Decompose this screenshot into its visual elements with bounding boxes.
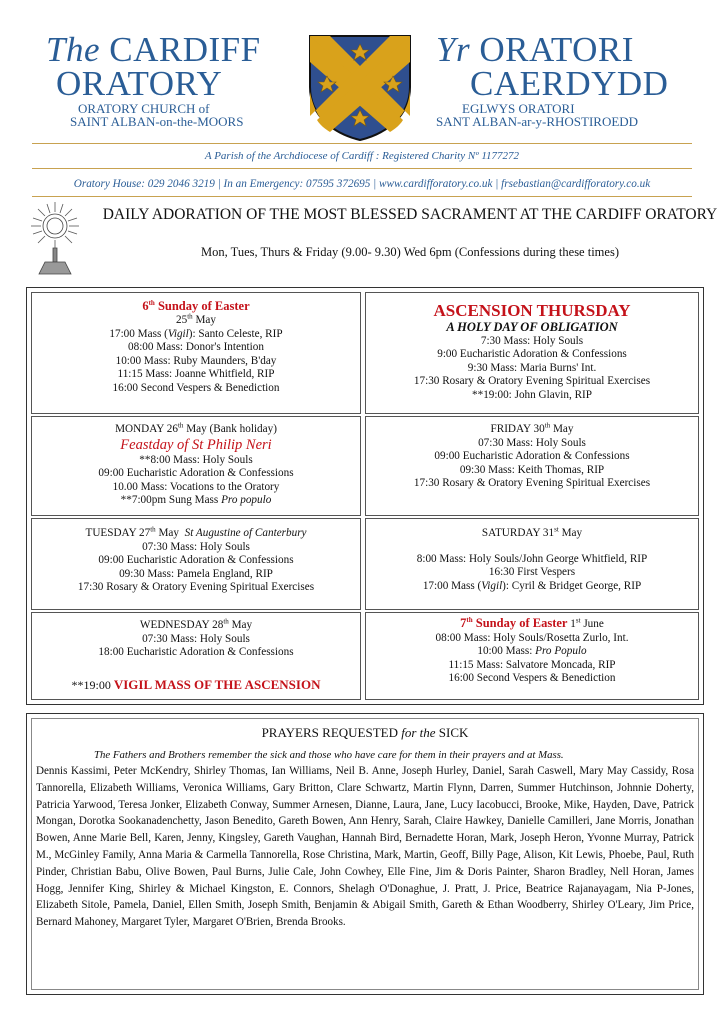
list-item: 17:30 Rosary & Oratory Evening Spiritual Exercises — [413, 375, 651, 388]
schedule-cell-ascension-thursday — [365, 292, 699, 414]
contact-line[interactable]: Oratory House: 029 2046 3219 | In an Emergency: 07595 372695 | www.cardifforatory.co.uk | frsebastian@cardifforatory.co.uk — [73, 178, 651, 190]
list-item: 09:00 Eucharistic Adoration & Confessions — [434, 450, 630, 463]
church-name-english-line1: ORATORY CHURCH of — [78, 101, 210, 116]
schedule-cell-sunday-1 — [365, 612, 699, 700]
mass-schedule-grid — [26, 287, 704, 705]
list-item: 11:15 Mass: Joanne Whitfield, RIP — [117, 368, 275, 381]
friday-date: FRIDAY 30th May — [490, 421, 574, 435]
list-item: 17:30 Rosary & Oratory Evening Spiritual Exercises — [77, 581, 315, 594]
church-name-english-line2: SAINT ALBAN-on-the-MOORS — [70, 114, 244, 129]
list-item: 17:00 Mass (Vigil): Santo Celeste, RIP — [109, 327, 283, 340]
list-item: 18:00 Eucharistic Adoration & Confessions — [98, 646, 294, 659]
list-item: 07:30 Mass: Holy Souls — [142, 632, 250, 645]
prayers-box — [26, 713, 704, 995]
church-name-welsh-line2: SANT ALBAN-ar-y-RHOSTIROEDD — [436, 114, 639, 129]
list-item: **7:00pm Sung Mass Pro populo — [120, 494, 272, 507]
tuesday-date: TUESDAY 27th May St Augustine of Canterbury — [85, 525, 307, 539]
prayers-title: PRAYERS REQUESTED for the SICK — [261, 725, 469, 740]
list-item: 16:00 Second Vespers & Benediction — [112, 381, 280, 394]
schedule-cell-tuesday-27 — [31, 518, 361, 610]
schedule-cell-saturday-31 — [365, 518, 699, 610]
list-item: 17:00 Mass (Vigil): Cyril & Bridget George, RIP — [422, 579, 642, 592]
sunday-title: 6th Sunday of Easter — [142, 298, 250, 313]
parish-charity-line: A Parish of the Archdiocese of Cardiff : Registered Charity Nº 1177272 — [204, 150, 520, 162]
wednesday-date: WEDNESDAY 28th May — [139, 617, 253, 631]
ascension-title: ASCENSION THURSDAY — [433, 301, 631, 320]
list-item: **19:00: John Glavin, RIP — [472, 388, 592, 401]
list-item: 08:00 Mass: Donor's Intention — [128, 341, 264, 354]
list-item: 16:00 Second Vespers & Benediction — [448, 672, 616, 685]
list-item: 09:30 Mass: Keith Thomas, RIP — [459, 463, 605, 476]
list-item: 09:30 Mass: Pamela England, RIP — [119, 567, 273, 580]
list-item: 11:15 Mass: Salvatore Moncada, RIP — [448, 658, 616, 671]
spacer — [32, 660, 360, 678]
adoration-heading: DAILY ADORATION OF THE MOST BLESSED SACRAMENT AT THE CARDIFF ORATORY — [102, 206, 718, 223]
prayers-names-list: Dennis Kassimi, Peter McKendry, Shirley Thomas, Ian Williams, Neil B. Anne, Joseph Hurley, Daniel, Sarah Caswell, Mary May Cassidy, Rosa Tannorella, Elizabeth Williams, Veronica Williams, Gary Britton, Clare Schwartz, Martin Flynn, Darren, Summer Hutchinson, Johnnie Doherty, Patricia Yarwood, Teresa Jonker, Elizabeth Conway, Summer Arnesen, Dianne, Laura, Jane, Lucy Iacobucci, Brooke, Mike, Hayden, Dave, Patrick Mongan, Dorotka Sookanadenchetty, Jason Benedito, Gareth Bowen, Ann Henry, Sarah, Claire Hawkey, Danielle Camilleri, Jane Morris, Jonathan Bowen, Anne Marie Bell, Karen, Jenny, Kingsley, Gareth Vaughan, Hannah Bird, Bernadette Horan, Mark, Joseph Heron, Yvonne Murray, Patrick M., McGinley Family, Anna Maria & Carmella Tannorella, Rose Christina, Mark, Martin, Geoff, Billy Page, Alison, Kit Lewis, Phoebe, Paul, Ruth Pinder, Christian Babu, Olive Bowen, Paul Burns, Julie Cale, John Cowhey, Elle Fine, Jim & Doris Painter, Sharon Bradley, Nell Horan, James Hogg, Jennifer King, Shirley & Michael Kingston, E. Connors, Shelagh O'Donaghue, J. Pratt, J. Price, Beatrice Rajanayagam, Nia P-Jones, Elizabeth Sitole, Pamela, Daniel, Ellen Smith, Joseph Smith, Benjamin & Abigail Smith, Gareth & Ethan Woodberry, Shirley O'Leary, Jim Price, Bernard Mahoney, Margaret Tyler, Margaret O'Brien, Brenda Brooks. — [36, 765, 694, 929]
oratory-title-welsh-line2: CAERDYDD — [470, 64, 669, 103]
divider — [32, 168, 692, 169]
vigil-mass-line: **19:00 VIGIL MASS OF THE ASCENSION — [71, 676, 321, 692]
list-item: 9:30 Mass: Maria Burns' Int. — [467, 361, 597, 374]
list-item: 10:00 Mass: Pro Populo — [477, 645, 587, 658]
list-item: 16:30 First Vespers — [488, 566, 576, 579]
list-item: 8:00 Mass: Holy Souls/John George Whitfield, RIP — [416, 552, 648, 565]
spacer — [366, 541, 698, 553]
feast-title: Feastday of St Philip Neri — [120, 436, 272, 453]
adoration-times: Mon, Tues, Thurs & Friday (9.00- 9.30) Wed 6pm (Confessions during these times) — [201, 245, 619, 259]
divider — [32, 196, 692, 197]
list-item: 08:00 Mass: Holy Souls/Rosetta Zurlo, Int. — [435, 631, 629, 644]
list-item: 9:00 Eucharistic Adoration & Confessions — [437, 348, 627, 361]
coat-of-arms-icon — [305, 32, 415, 142]
list-item: 07:30 Mass: Holy Souls — [478, 436, 586, 449]
church-name-welsh-line1: EGLWYS ORATORI — [462, 101, 575, 116]
schedule-cell-friday-30 — [365, 416, 699, 516]
list-item: 10.00 Mass: Vocations to the Oratory — [112, 480, 280, 493]
list-item: 09:00 Eucharistic Adoration & Confessions — [98, 554, 294, 567]
list-item: **8:00 Mass: Holy Souls — [139, 453, 253, 466]
oratory-title-english-line1: The CARDIFF — [46, 30, 261, 69]
list-item: 10:00 Mass: Ruby Maunders, B'day — [115, 354, 277, 367]
sunday-title: 7th Sunday of Easter 1st June — [460, 615, 604, 630]
prayers-inner-frame — [31, 718, 699, 990]
sunday-date: 25th May — [176, 312, 216, 326]
prayers-intro: The Fathers and Brothers remember the sick and those who have care for them in their prayers and at Mass. — [94, 749, 564, 761]
divider — [32, 143, 692, 144]
saturday-date: SATURDAY 31st May — [481, 525, 583, 539]
schedule-cell-wednesday-28 — [31, 612, 361, 700]
monday-date: MONDAY 26th May (Bank holiday) — [115, 421, 277, 435]
schedule-cell-sunday-25 — [31, 292, 361, 414]
monstrance-icon — [27, 200, 83, 280]
holy-day-subtitle: A HOLY DAY OF OBLIGATION — [446, 320, 618, 334]
oratory-title-welsh-line1: Yr ORATORI — [436, 30, 634, 69]
list-item: 7:30 Mass: Holy Souls — [480, 334, 584, 347]
schedule-cell-monday-26 — [31, 416, 361, 516]
list-item: 07:30 Mass: Holy Souls — [142, 540, 250, 553]
list-item: 17:30 Rosary & Oratory Evening Spiritual Exercises — [413, 477, 651, 490]
oratory-title-english-line2: ORATORY — [56, 64, 223, 103]
list-item: 09:00 Eucharistic Adoration & Confessions — [98, 467, 294, 480]
